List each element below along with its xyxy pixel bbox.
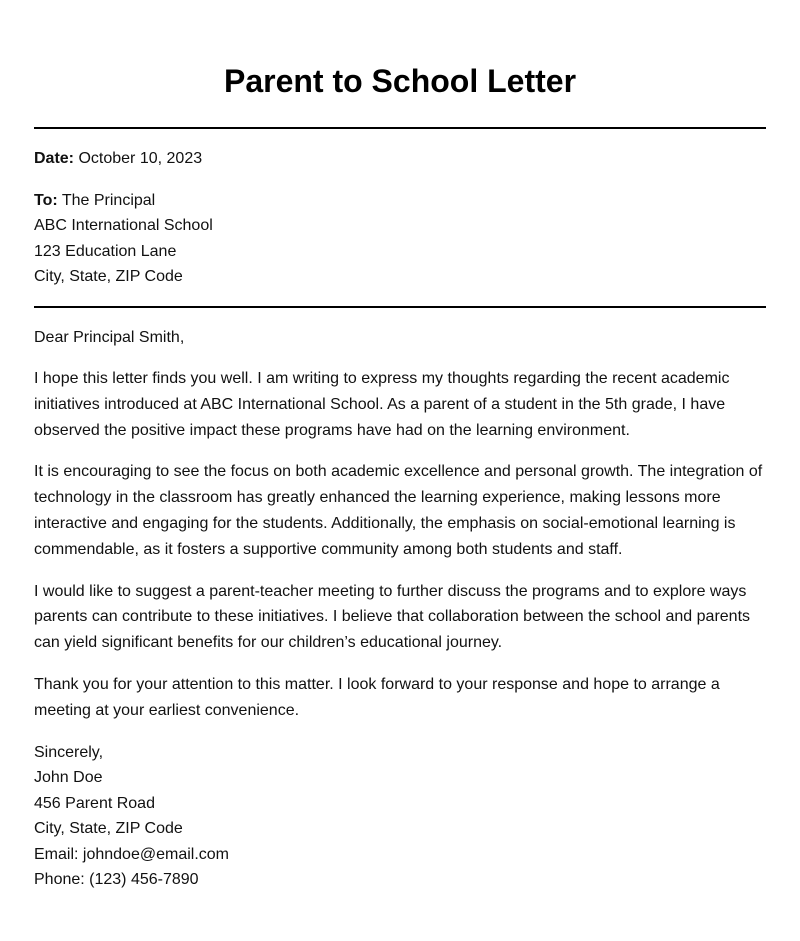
date-value: October 10, 2023	[78, 150, 203, 167]
page-title: Parent to School Letter	[223, 63, 577, 99]
sender-address: 456 Parent Road	[34, 794, 155, 812]
sender-phone: Phone: (123) 456-7890	[34, 871, 199, 889]
signature-block	[34, 740, 766, 893]
recipient-line	[34, 188, 766, 214]
recipient-label: To:	[34, 191, 58, 209]
letter-body	[34, 366, 766, 724]
recipient-name: The Principal	[61, 191, 156, 209]
body-paragraph-4: Thank you for your attention to this matter. I look forward to your response and hope to arrange a meeting at your earliest convenience.	[34, 675, 720, 719]
date-block	[34, 146, 766, 172]
signoff: Sincerely,	[34, 743, 104, 761]
header-divider	[34, 127, 766, 129]
sender-city: City, State, ZIP Code	[34, 820, 183, 838]
sender-name: John Doe	[34, 769, 103, 787]
date-label: Date:	[34, 150, 75, 167]
date-line	[34, 146, 766, 172]
body-paragraph-3: I would like to suggest a parent-teacher meeting to further discuss the programs and to explore ways parents can contribute to these initiatives. I believe that collaboration between the school and parents can yield significant benefits for our children’s educational journey.	[34, 582, 751, 652]
recipient-block	[34, 188, 766, 290]
sender-email: Email: johndoe@email.com	[34, 845, 229, 863]
recipient-street: 123 Education Lane	[34, 242, 177, 260]
recipient-city: City, State, ZIP Code	[34, 268, 183, 285]
salutation: Dear Principal Smith,	[34, 328, 185, 346]
recipient-school: ABC International School	[34, 217, 213, 234]
body-paragraph-2: It is encouraging to see the focus on both academic excellence and personal growth. The integration of technology in the classroom has greatly enhanced the learning experience, making lessons more interactive and engaging for the students. Additionally, the emphasis on social-emotional learning is commendable, as it fosters a supportive community among both students and staff.	[34, 463, 763, 558]
body-paragraph-1: I hope this letter finds you well. I am writing to express my thoughts regarding the recent academic initiatives introduced at ABC International School. As a parent of a student in the 5th grade, I have observed the positive impact these programs have had on the learning environment.	[34, 370, 730, 439]
address-divider	[34, 306, 766, 308]
